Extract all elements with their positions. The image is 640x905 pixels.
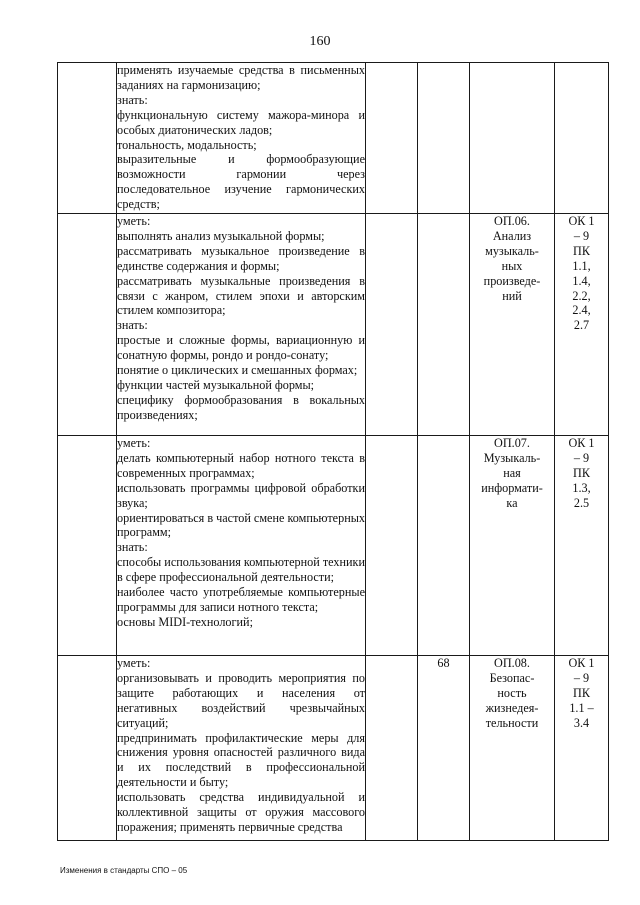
- table-row: [58, 63, 609, 214]
- discipline-text: Анализ: [492, 228, 532, 243]
- competence-text: использовать программы цифровой обработки звука;: [117, 480, 365, 510]
- competency-code: ПК: [573, 243, 590, 258]
- discipline-text: ОП.08.: [494, 656, 530, 670]
- competence-cell: [117, 214, 366, 436]
- competence-text: специфику формообразования в вокальных произведениях;: [117, 392, 365, 422]
- competence-text: уметь:: [117, 436, 151, 450]
- competency-code: ПК: [573, 465, 590, 480]
- competency-codes-cell: [555, 63, 609, 214]
- index-cell: [58, 436, 117, 656]
- competence-text: делать компьютерный набор нотного текста в современных программах;: [117, 450, 365, 480]
- discipline-cell: [470, 656, 555, 841]
- table-row: [58, 436, 609, 656]
- competence-text: функции частей музыкальной формы;: [117, 377, 315, 392]
- competence-text: знать:: [117, 92, 148, 107]
- discipline-text: тельности: [485, 715, 539, 730]
- competency-code: 1.1 –: [569, 700, 594, 715]
- hours-cell: [418, 214, 470, 436]
- competence-cell: [117, 656, 366, 841]
- competence-text: понятие о циклических и смешанных формах;: [117, 363, 358, 378]
- table-row: [58, 214, 609, 436]
- footer-note: Изменения в стандарты СПО – 05: [60, 866, 188, 875]
- competency-code: – 9: [573, 670, 590, 685]
- competence-cell: [117, 436, 366, 656]
- competence-text: применять изучаемые средства в письменных заданиях на гармонизацию;: [117, 63, 365, 92]
- competency-code: ОК 1: [568, 436, 595, 450]
- competence-text: ориентироваться в частой смене компьютерных программ;: [117, 510, 365, 540]
- competence-text: тональность, модальность;: [117, 137, 257, 152]
- competency-codes-cell: [555, 656, 609, 841]
- competence-text: предпринимать профилактические меры для снижения уровня опасностей различного вида и их последствий в профессиональной деятельности и быту;: [117, 730, 365, 790]
- empty-cell: [366, 656, 418, 841]
- hours-cell: [418, 436, 470, 656]
- table-row: [58, 656, 609, 841]
- empty-cell: [366, 214, 418, 436]
- competence-text: наиболее часто употребляемые компьютерные программы для записи нотного текста;: [117, 585, 365, 614]
- competence-text: использовать средства индивидуальной и коллективной защиты от оружия массового поражения; применять первичные средства: [117, 790, 365, 834]
- competence-text: уметь:: [117, 656, 151, 670]
- competency-code: ОК 1: [568, 214, 595, 228]
- competence-text: знать:: [117, 540, 148, 555]
- competency-code: 2.2,: [572, 288, 591, 303]
- competence-text: рассматривать музыкальное произведение в единстве содержания и формы;: [117, 243, 365, 273]
- competence-text: рассматривать музыкальные произведения в связи с жанром, стилем эпохи и авторским стилем композитора;: [117, 273, 365, 318]
- discipline-cell: [470, 436, 555, 656]
- index-cell: [58, 63, 117, 214]
- competency-codes-cell: [555, 214, 609, 436]
- discipline-text: жизнедея-: [485, 700, 539, 715]
- discipline-text: музыкаль-: [485, 243, 539, 258]
- discipline-text: информати-: [481, 480, 543, 495]
- competence-text: уметь:: [117, 214, 151, 228]
- discipline-text: произведе-: [483, 273, 541, 288]
- competency-code: 2.4,: [572, 303, 591, 318]
- discipline-text: ОП.07.: [494, 436, 530, 450]
- competence-text: знать:: [117, 318, 148, 333]
- competency-code: 2.5: [573, 495, 590, 510]
- competence-cell: [117, 63, 366, 214]
- discipline-text: ность: [497, 685, 527, 700]
- discipline-text: ний: [502, 288, 522, 303]
- page-number: 160: [309, 34, 331, 49]
- competency-code: ОК 1: [568, 656, 595, 670]
- competence-text: простые и сложные формы, вариационную и сонатную формы, рондо и рондо-сонату;: [117, 333, 365, 363]
- competency-code: 3.4: [573, 715, 590, 730]
- discipline-text: Безопас-: [489, 670, 535, 685]
- competence-text: организовывать и проводить мероприятия по защите работающих и населения от негативных воздействий чрезвычайных ситуаций;: [117, 670, 365, 730]
- discipline-text: ОП.06.: [494, 214, 530, 228]
- hours-cell: [418, 63, 470, 214]
- competency-code: – 9: [573, 228, 590, 243]
- competence-table: [57, 62, 609, 841]
- competency-code: – 9: [573, 450, 590, 465]
- competency-code: 1.1,: [572, 258, 591, 273]
- index-cell: [58, 214, 117, 436]
- competence-text: основы MIDI-технологий;: [117, 614, 253, 629]
- empty-cell: [366, 436, 418, 656]
- discipline-text: ка: [506, 495, 518, 510]
- competence-text: способы использования компьютерной техники в сфере профессиональной деятельности;: [117, 555, 365, 585]
- competency-code: 1.4,: [572, 273, 591, 288]
- discipline-text: ных: [501, 258, 523, 273]
- discipline-text: Музыкаль-: [483, 450, 541, 465]
- competency-code: ПК: [573, 685, 590, 700]
- empty-cell: [366, 63, 418, 214]
- competency-code: 2.7: [573, 318, 590, 333]
- competence-text: выразительные и формообразующие возможности гармонии через последовательное изучение гармонических средств;: [117, 152, 365, 212]
- competence-text: выполнять анализ музыкальной формы;: [117, 228, 325, 243]
- index-cell: [58, 656, 117, 841]
- hours-cell: 68: [418, 656, 470, 841]
- competence-text: функциональную систему мажора-минора и особых диатонических ладов;: [117, 107, 365, 137]
- competency-code: 1.3,: [572, 480, 591, 495]
- discipline-text: ная: [503, 465, 521, 480]
- discipline-cell: [470, 214, 555, 436]
- competency-codes-cell: [555, 436, 609, 656]
- discipline-cell: [470, 63, 555, 214]
